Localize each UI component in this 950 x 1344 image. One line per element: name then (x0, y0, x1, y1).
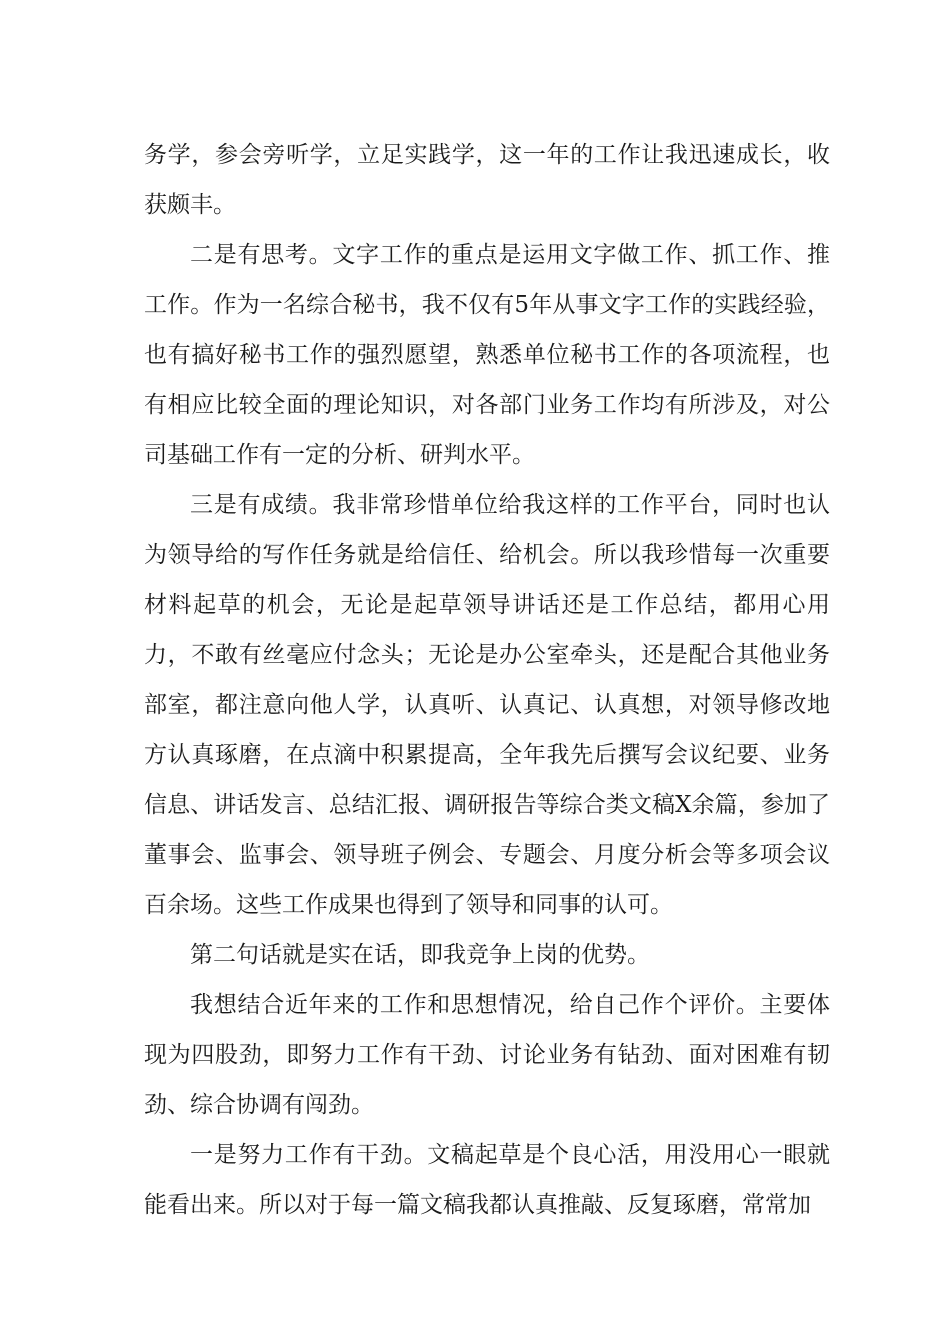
paragraph-diligence: 一是努力工作有干劲。文稿起草是个良心活，用没用心一眼就能看出来。所以对于每一篇文稿我都认真推敲、反复琢磨，常常加 (144, 1142, 830, 1218)
paragraph-self-evaluation: 我想结合近年来的工作和思想情况，给自己作个评价。主要体现为四股劲，即努力工作有干劲、讨论业务有钻劲、面对困难有韧劲、综合协调有闯劲。 (144, 992, 830, 1118)
paragraph-continuation: 务学，参会旁听学，立足实践学，这一年的工作让我迅速成长，收获颇丰。 (144, 142, 830, 218)
paragraph-thinking: 二是有思考。文字工作的重点是运用文字做工作、抓工作、推工作。作为一名综合秘书，我不仅有5年从事文字工作的实践经验，也有搞好秘书工作的强烈愿望，熟悉单位秘书工作的各项流程，也有相应比较全面的理论知识，对各部门业务工作均有所涉及，对公司基础工作有一定的分析、研判水平。 (144, 242, 830, 468)
paragraph-second-point: 第二句话就是实在话，即我竞争上岗的优势。 (190, 942, 650, 968)
paragraph-achievements: 三是有成绩。我非常珍惜单位给我这样的工作平台，同时也认为领导给的写作任务就是给信任、给机会。所以我珍惜每一次重要材料起草的机会，无论是起草领导讲话还是工作总结，都用心用力，不敢有丝毫应付念头；无论是办公室牵头，还是配合其他业务部室，都注意向他人学，认真听、认真记、认真想，对领导修改地方认真琢磨，在点滴中积累提高，全年我先后撰写会议纪要、业务信息、讲话发言、总结汇报、调研报告等综合类文稿X余篇，参加了董事会、监事会、领导班子例会、专题会、月度分析会等多项会议百余场。这些工作成果也得到了领导和同事的认可。 (144, 492, 830, 918)
document-body (144, 130, 830, 1230)
